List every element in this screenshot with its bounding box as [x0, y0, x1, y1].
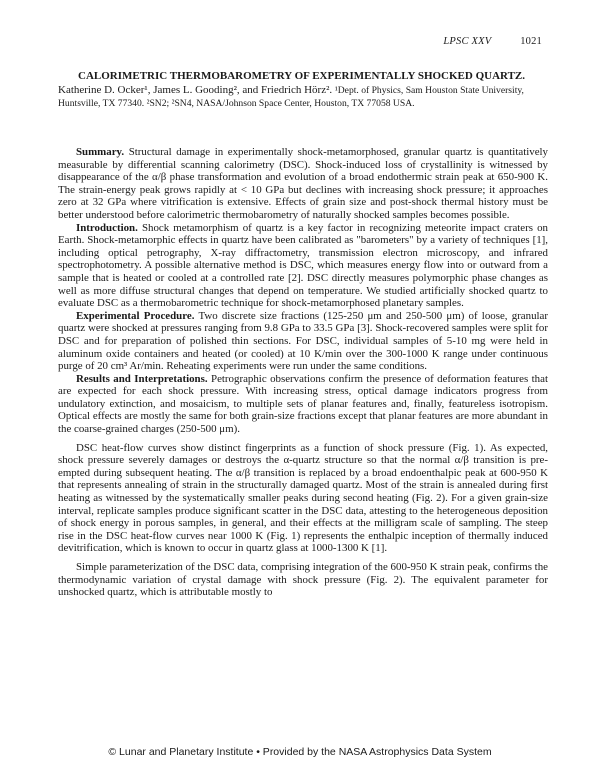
summary-heading: Summary. [76, 146, 125, 158]
results-text: Petrographic observations confirm the presence of deformation features that are expected for each shock pressure. With increasing stress, optical damage indicators progress from undulatory extinction, and mosaicism, to multiple sets of planar features and, finally, featureless isotropism. Optical effects are mostly the same for both grain-size fractions except that planar features are more abundant in the coarse-grained charges (250-500 μm). [58, 372, 548, 436]
title-block [58, 70, 544, 111]
summary-text: Structural damage in experimentally shock-metamorphosed, granular quartz is quantitatively measurable by differential scanning calorimetry (DSC). Shock-induced loss of crystallinity is witnessed by disappearance of the α/β phase transformation and evolution of a broad endothermic strain peak at 650-900 K. The strain-energy peak grows rapidly at < 10 GPa but declines with increasing shock pressure; it approaches zero at 32 GPa where vitrification is extensive. Effects of grain size and post-shock thermal history must be better understood before calorimetric thermobarometry of naturally shocked samples becomes possible. [58, 146, 548, 221]
experimental-paragraph [58, 310, 548, 373]
page-number: 1021 [520, 36, 542, 47]
dsc-paragraph: DSC heat-flow curves show distinct fingerprints as a function of shock pressure (Fig. 1). As expected, shock pressure severely damages or destroys the α-quartz structure so that the normal α/β transition is pre-empted during subsequent heating. The α/β transition is replaced by a broad endoenthalpic peak at 600-950 K that represents annealing of strain in the structurally damaged quartz. Most of the strain is annealed during first heating as witnessed by the systematically smaller peaks during second heating (Fig. 2). For a given grain-size interval, replicate samples produce significant scatter in the DSC data, attesting to the heterogeneous deposition of shock energy in porous samples, in general, and their effects at the milligram scale of sampling. The steep rise in the DSC heat-flow curves near 1000 K (Fig. 1) represents the enthalpic inception of thermally induced devitrification, which is known to occur in quartz glass at 1000-1300 K [1]. [58, 441, 548, 555]
conference-name: LPSC XXV [443, 36, 492, 47]
results-heading: Results and Interpretations. [76, 372, 208, 385]
introduction-paragraph [58, 222, 548, 310]
affiliations: ¹Dept. of Physics, Sam Houston State University, Huntsville, TX 77340. ²SN2; ²SN4, NASA/Johnson Space Center, Houston, TX 77058 USA. [58, 84, 524, 110]
parameterization-paragraph: Simple parameterization of the DSC data, comprising integration of the 600-950 K strain peak, confirms the thermodynamic variation of crystal damage with shock pressure (Fig. 2). The equivalent parameter for unshocked quartz, which is attributable mostly to [58, 561, 548, 599]
authors: Katherine D. Ocker¹, James L. Gooding², and Friedrich Hörz². [58, 83, 333, 96]
running-header [443, 36, 542, 47]
summary-paragraph [58, 146, 548, 222]
introduction-text: Shock metamorphism of quartz is a key factor in recognizing meteorite impact craters on Earth. Shock-metamorphic effects in quartz have been calibrated as "barometers" by a variety of techniques [1], including optical petrography, X-ray diffractometry, transmission electron microscopy, and infrared spectrophotometry. A possible alternative method is DSC, which measures energy flow into or outward from a sample that is heated or cooled at a controlled rate [2]. DSC directly measures polymorphic phase changes as well as more diffuse structural changes that depend on temperature. We studied artificially shocked quartz to evaluate DSC as a thermobarometric technique for shock-metamorphosed planetary samples. [58, 221, 548, 310]
paper-title: CALORIMETRIC THERMOBAROMETRY OF EXPERIMENTALLY SHOCKED QUARTZ. [78, 70, 526, 82]
experimental-heading: Experimental Procedure. [76, 309, 195, 322]
introduction-heading: Introduction. [76, 221, 138, 234]
experimental-text: Two discrete size fractions (125-250 μm and 250-500 μm) of loose, granular quartz were shocked at pressures ranging from 9.8 GPa to 33.5 GPa [3]. Shock-recovered samples were split for DSC and for preparation of polished thin sections. For DSC, individual samples of 5-10 mg were held in aluminum oxide containers and heated (or cooled) at 10 K/min over the 300-1000 K range under continuous purge of 20 cm³ Ar/min. Reheating experiments were run under the same conditions. [58, 309, 548, 373]
results-paragraph [58, 373, 548, 436]
article-body [58, 146, 548, 599]
footer-credit: © Lunar and Planetary Institute • Provided by the NASA Astrophysics Data System [108, 746, 492, 758]
